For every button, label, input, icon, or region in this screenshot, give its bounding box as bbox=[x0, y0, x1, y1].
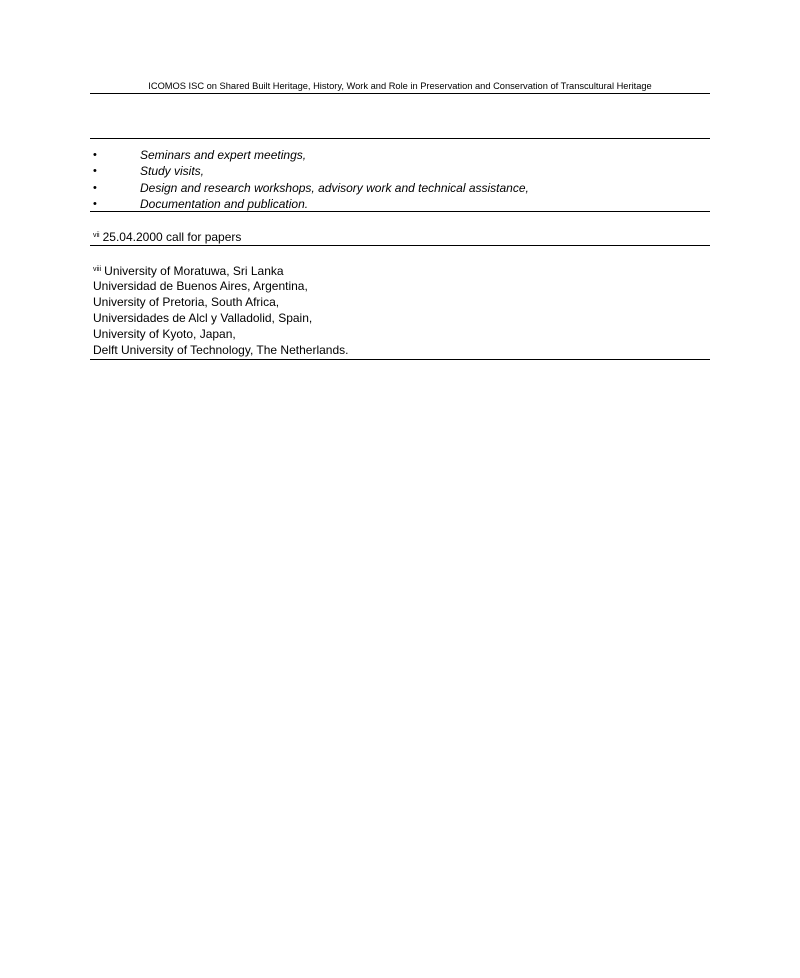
university-name: University of Pretoria, South Africa, bbox=[93, 295, 280, 309]
list-item-text: Design and research workshops, advisory work and technical assistance, bbox=[140, 180, 529, 195]
endnote-marker: viii bbox=[93, 266, 102, 273]
university-name: University of Moratuwa, Sri Lanka bbox=[104, 264, 284, 278]
university-name: University of Kyoto, Japan, bbox=[93, 327, 236, 341]
list-item-text: Documentation and publication. bbox=[140, 196, 309, 211]
endnote-viii bbox=[93, 262, 348, 358]
list-item bbox=[93, 180, 703, 196]
university-name: Universidades de Alcl y Valladolid, Spain, bbox=[93, 311, 313, 325]
university-name: Delft University of Technology, The Netherlands. bbox=[93, 343, 349, 357]
list-item-text: Study visits, bbox=[140, 164, 205, 179]
endnote-vii bbox=[93, 228, 241, 245]
activities-bullet-list bbox=[93, 147, 703, 212]
running-header: ICOMOS ISC on Shared Built Heritage, History, Work and Role in Preservation and Conservation of Transcultural Heritage bbox=[148, 81, 652, 91]
bullet-icon: • bbox=[93, 181, 97, 194]
endnote-marker: vii bbox=[93, 232, 100, 239]
bullet-icon: • bbox=[93, 149, 97, 161]
endnote-separator bbox=[90, 211, 710, 212]
list-item bbox=[93, 196, 703, 212]
endnote-separator-bottom bbox=[90, 359, 710, 360]
endnote-text: 25.04.2000 call for papers bbox=[102, 230, 242, 244]
list-item bbox=[93, 163, 703, 179]
list-item-text: Seminars and expert meetings, bbox=[140, 148, 307, 162]
university-name: Universidad de Buenos Aires, Argentina, bbox=[93, 279, 308, 293]
bullet-icon: • bbox=[93, 197, 97, 210]
list-item bbox=[93, 147, 703, 163]
endnote-separator bbox=[90, 245, 710, 246]
header-rule bbox=[90, 93, 710, 94]
endnote-separator-top bbox=[90, 138, 710, 139]
endnote-line bbox=[93, 262, 348, 278]
bullet-icon: • bbox=[93, 165, 97, 178]
